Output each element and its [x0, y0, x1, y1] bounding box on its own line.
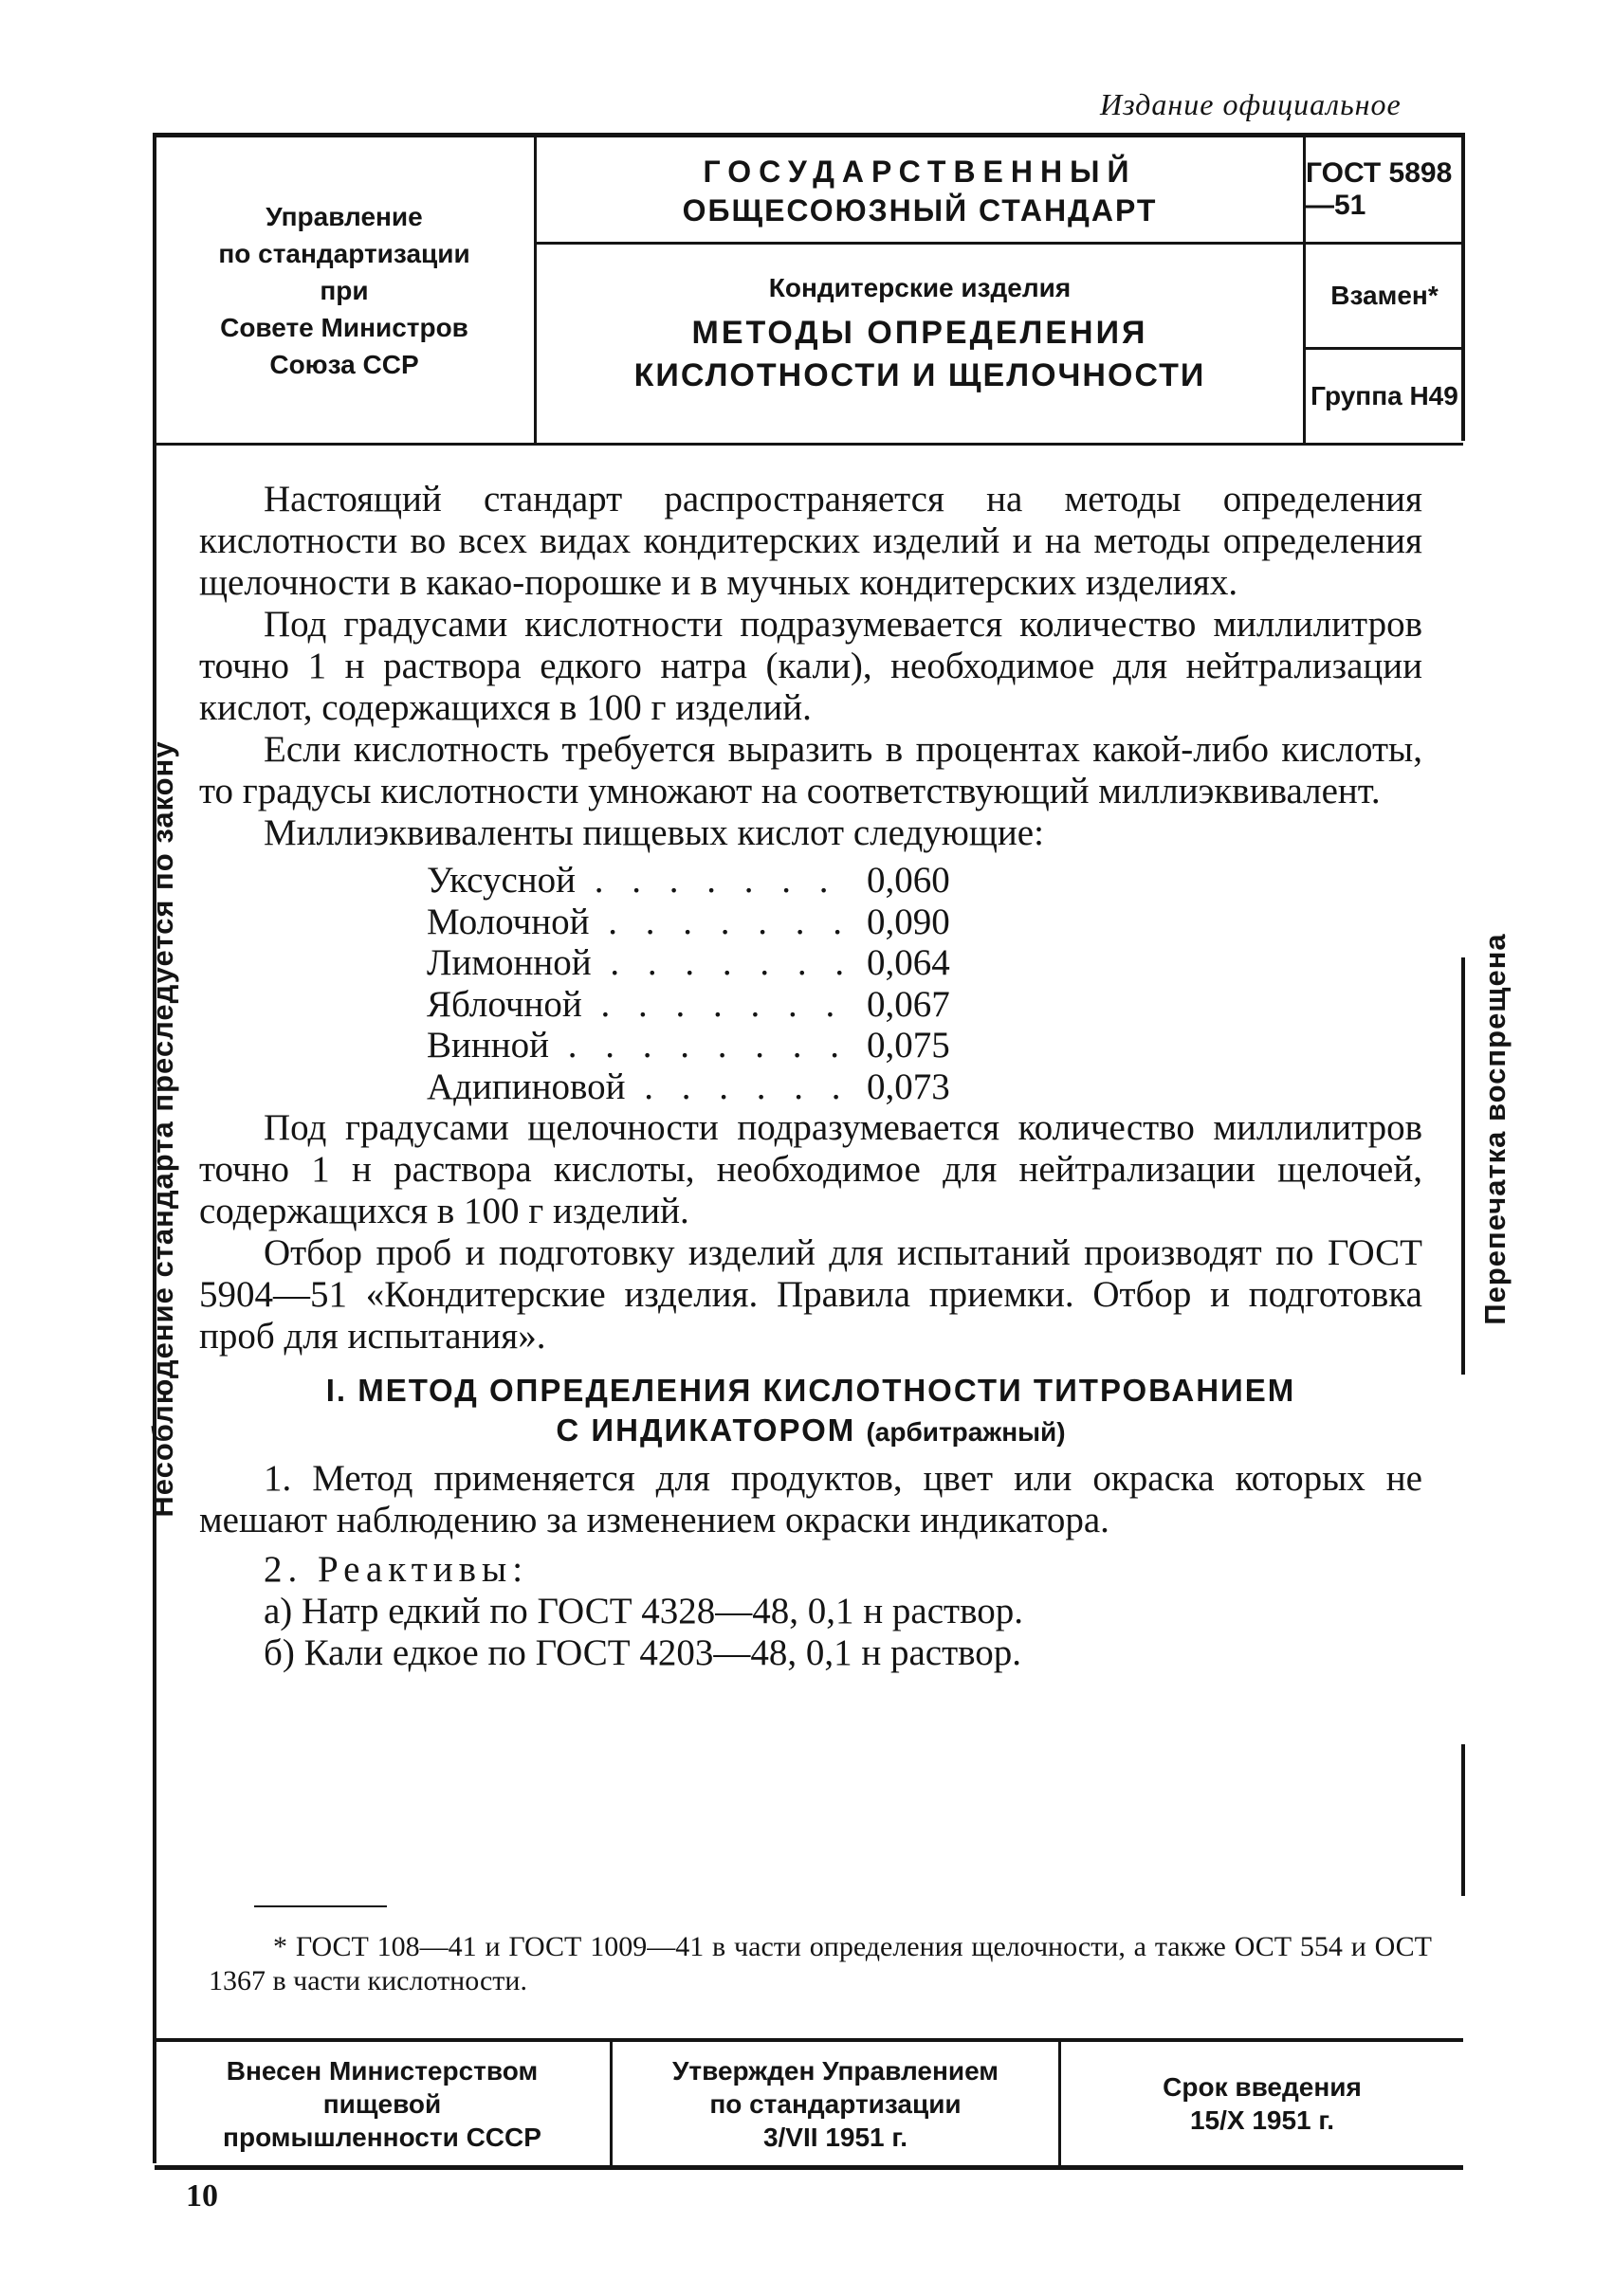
right-frame-line: [1461, 957, 1465, 1375]
reprint-prohibited-caption: Перепечатка воспрещена: [1478, 933, 1512, 1325]
approved-by: [613, 2042, 1061, 2165]
authority-line: Управление: [266, 201, 423, 231]
acid-value: 0,067: [867, 983, 950, 1025]
footnote-divider: [254, 1905, 387, 1907]
introduced-line: пищевой: [322, 2088, 442, 2119]
acid-name: Молочной . . .: [427, 902, 853, 943]
footnote-text: * ГОСТ 108—41 и ГОСТ 1009—41 в части определения щелочности, а также ОСТ 554 и ОСТ 1367 в части кислотности.: [209, 1931, 1432, 1996]
paragraph-percent-conversion: Если кислотность требуется выразить в процентах какой-либо кислоты, то градусы кислотности умножают на соответствующий миллиэквивалент.: [199, 729, 1422, 811]
effective-line: Срок введения: [1163, 2072, 1362, 2102]
page-number: 10: [186, 2178, 218, 2214]
subject-line: Кондитерские изделия: [768, 273, 1072, 302]
authority-line: по стандартизации: [218, 238, 470, 268]
standard-body: [199, 479, 1422, 1674]
authority-line: при: [320, 275, 369, 305]
acid-value: 0,075: [867, 1025, 950, 1066]
gost-number: ГОСТ 5898—51: [1306, 137, 1463, 245]
title-line: КИСЛОТНОСТИ И ЩЕЛОЧНОСТИ: [633, 357, 1206, 393]
all-union-standard-line: ОБЩЕСОЮЗНЫЙ СТАНДАРТ: [682, 193, 1158, 228]
approved-line: по стандартизации: [709, 2088, 962, 2119]
replaces-note: Взамен*: [1306, 245, 1463, 350]
acid-value: 0,073: [867, 1066, 950, 1107]
acid-name: Лимонной . . .: [427, 942, 853, 984]
standard-type: [537, 137, 1303, 245]
authority-line: Союза ССР: [269, 349, 419, 379]
title-line: МЕТОДЫ ОПРЕДЕЛЕНИЯ: [691, 315, 1148, 351]
standard-title: [537, 245, 1303, 443]
introduced-line: промышленности СССР: [223, 2122, 541, 2152]
list-item: [427, 1025, 1422, 1066]
section-title-line: С ИНДИКАТОРОМ: [556, 1412, 856, 1448]
list-item: [427, 902, 1422, 943]
paragraph-acidity-definition: Под градусами кислотности подразумевается количество миллилитров точно 1 н раствора едкого натра (кали), необходимое для нейтрализации кислот, содержащихся в 100 г изделий.: [199, 604, 1422, 728]
approved-line: 3/VII 1951 г.: [762, 2122, 908, 2152]
section-note: (арбитражный): [866, 1417, 1066, 1447]
acid-name: Винной . . .: [427, 1025, 853, 1066]
standard-meta: [1306, 137, 1463, 443]
clause-2a: а) Натр едкий по ГОСТ 4328—48, 0,1 н раствор.: [264, 1591, 1023, 1631]
state-standard-line: ГОСУДАРСТВЕННЫЙ: [703, 155, 1137, 189]
clause-2: 2. Реактивы:: [264, 1549, 529, 1590]
paragraph-sampling: Отбор проб и подготовку изделий для испытаний производят по ГОСТ 5904—51 «Кондитерские изделия. Правила приемки. Отбор и подготовка проб для испытания».: [199, 1232, 1422, 1357]
footnote: [209, 1930, 1432, 1998]
approved-line: Утвержден Управлением: [672, 2055, 999, 2086]
list-item: [427, 860, 1422, 902]
right-frame-line: [1461, 133, 1465, 441]
issuing-authority: [155, 137, 537, 443]
paragraph-milliequivalents-intro: Миллиэквиваленты пищевых кислот следующие:: [264, 812, 1044, 853]
list-item: [427, 942, 1422, 984]
effective-date: [1061, 2042, 1463, 2165]
acid-name: Адипиновой . . .: [427, 1066, 853, 1108]
introduced-line: Внесен Министерством: [226, 2055, 539, 2086]
group-code: Группа Н49: [1311, 381, 1458, 410]
edition-label: Издание официальное: [1100, 87, 1402, 121]
standard-header: [155, 133, 1463, 446]
list-item: [427, 984, 1422, 1026]
introduced-by: [155, 2042, 613, 2165]
acid-name: Уксусной . . .: [427, 860, 853, 902]
authority-line: Совете Министров: [220, 312, 468, 342]
standard-footer: [155, 2038, 1463, 2170]
section-title-line: I. МЕТОД ОПРЕДЕЛЕНИЯ КИСЛОТНОСТИ ТИТРОВАНИЕМ: [325, 1373, 1296, 1408]
clause-2b: б) Кали едкое по ГОСТ 4203—48, 0,1 н раствор.: [264, 1632, 1022, 1673]
section-heading: [199, 1371, 1422, 1452]
paragraph-alkalinity-definition: Под градусами щелочности подразумевается количество миллилитров точно 1 н раствора кислоты, необходимое для нейтрализации щелочей, содержащихся в 100 г изделий.: [199, 1107, 1422, 1231]
clause-1: 1. Метод применяется для продуктов, цвет или окраска которых не мешают наблюдению за изменением окраски индикатора.: [199, 1458, 1422, 1540]
acid-name: Яблочной . . .: [427, 984, 853, 1026]
paragraph-scope: Настоящий стандарт распространяется на методы определения кислотности во всех видах кондитерских изделий и на методы определения щелочности в какао-порошке и в мучных кондитерских изделиях.: [199, 479, 1422, 603]
milliequivalents-table: [427, 860, 1422, 1107]
right-frame-line: [1461, 1744, 1465, 1896]
acid-value: 0,060: [867, 860, 950, 901]
acid-value: 0,064: [867, 942, 950, 983]
law-warning-caption: Несоблюдение стандарта преследуется по закону: [146, 740, 179, 1518]
list-item: [427, 1066, 1422, 1108]
acid-value: 0,090: [867, 901, 950, 942]
standard-title-block: [537, 137, 1306, 443]
effective-line: 15/X 1951 г.: [1189, 2105, 1335, 2135]
